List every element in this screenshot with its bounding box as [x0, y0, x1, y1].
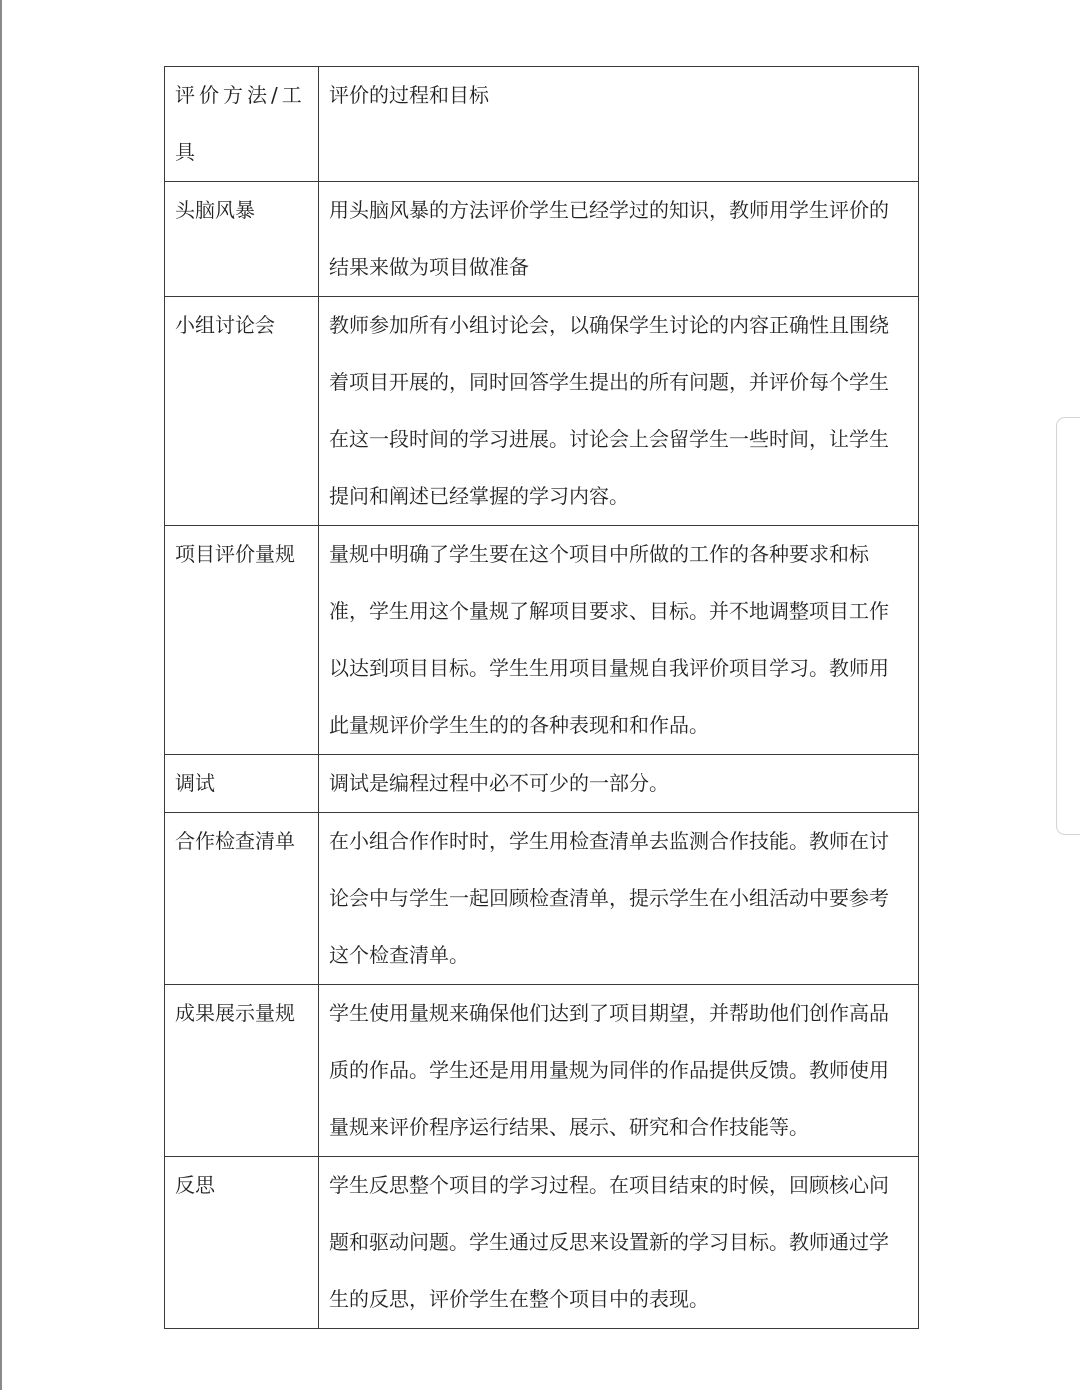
method-cell [165, 297, 319, 526]
process-cell [319, 182, 919, 297]
table-row [165, 755, 919, 813]
header-process-cell [319, 67, 919, 182]
header-method-cell [165, 67, 319, 182]
header-process-label: 评价的过程和目标 [329, 83, 489, 107]
method-cell [165, 1157, 319, 1329]
method-cell [165, 526, 319, 755]
table-row [165, 813, 919, 985]
table-header-row [165, 67, 919, 182]
method-cell [165, 182, 319, 297]
method-label: 合作检查清单 [175, 829, 295, 853]
header-method-label: 评价方法/工具 [175, 83, 306, 164]
process-text: 学生反思整个项目的学习过程。在项目结束的时候，回顾核心问题和驱动问题。学生通过反思来设置新的学习目标。教师通过学生的反思，评价学生在整个项目中的表现。 [329, 1173, 889, 1311]
process-cell [319, 813, 919, 985]
table-row [165, 297, 919, 526]
method-label: 成果展示量规 [175, 1001, 295, 1025]
process-text: 在小组合作作时时，学生用检查清单去监测合作技能。教师在讨论会中与学生一起回顾检查清单，提示学生在小组活动中要参考这个检查清单。 [329, 829, 889, 967]
process-text: 用头脑风暴的方法评价学生已经学过的知识，教师用学生评价的结果来做为项目做准备 [329, 198, 889, 279]
process-text: 教师参加所有小组讨论会，以确保学生讨论的内容正确性且围绕着项目开展的，同时回答学生提出的所有问题，并评价每个学生在这一段时间的学习进展。讨论会上会留学生一些时间，让学生提问和阐述已经掌握的学习内容。 [329, 313, 889, 508]
process-cell [319, 297, 919, 526]
table-row [165, 985, 919, 1157]
table-row [165, 182, 919, 297]
table-row [165, 1157, 919, 1329]
process-text: 学生使用量规来确保他们达到了项目期望，并帮助他们创作高品质的作品。学生还是用用量规为同伴的作品提供反馈。教师使用量规来评价程序运行结果、展示、研究和合作技能等。 [329, 1001, 889, 1139]
method-label: 反思 [175, 1173, 215, 1197]
process-text: 调试是编程过程中必不可少的一部分。 [329, 771, 669, 795]
process-cell [319, 1157, 919, 1329]
evaluation-table [164, 66, 919, 1329]
method-cell [165, 813, 319, 985]
method-label: 调试 [175, 771, 215, 795]
process-cell [319, 985, 919, 1157]
process-cell [319, 526, 919, 755]
method-cell [165, 755, 319, 813]
process-text: 量规中明确了学生要在这个项目中所做的工作的各种要求和标准，学生用这个量规了解项目要求、目标。并不地调整项目工作以达到项目目标。学生生用项目量规自我评价项目学习。教师用此量规评价学生生的的各种表现和和作品。 [329, 542, 889, 737]
page-left-edge [0, 0, 2, 1390]
scrollbar-handle[interactable] [1056, 417, 1080, 835]
method-label: 项目评价量规 [175, 542, 295, 566]
method-label: 头脑风暴 [175, 198, 255, 222]
process-cell [319, 755, 919, 813]
method-label: 小组讨论会 [175, 313, 275, 337]
table-row [165, 526, 919, 755]
method-cell [165, 985, 319, 1157]
